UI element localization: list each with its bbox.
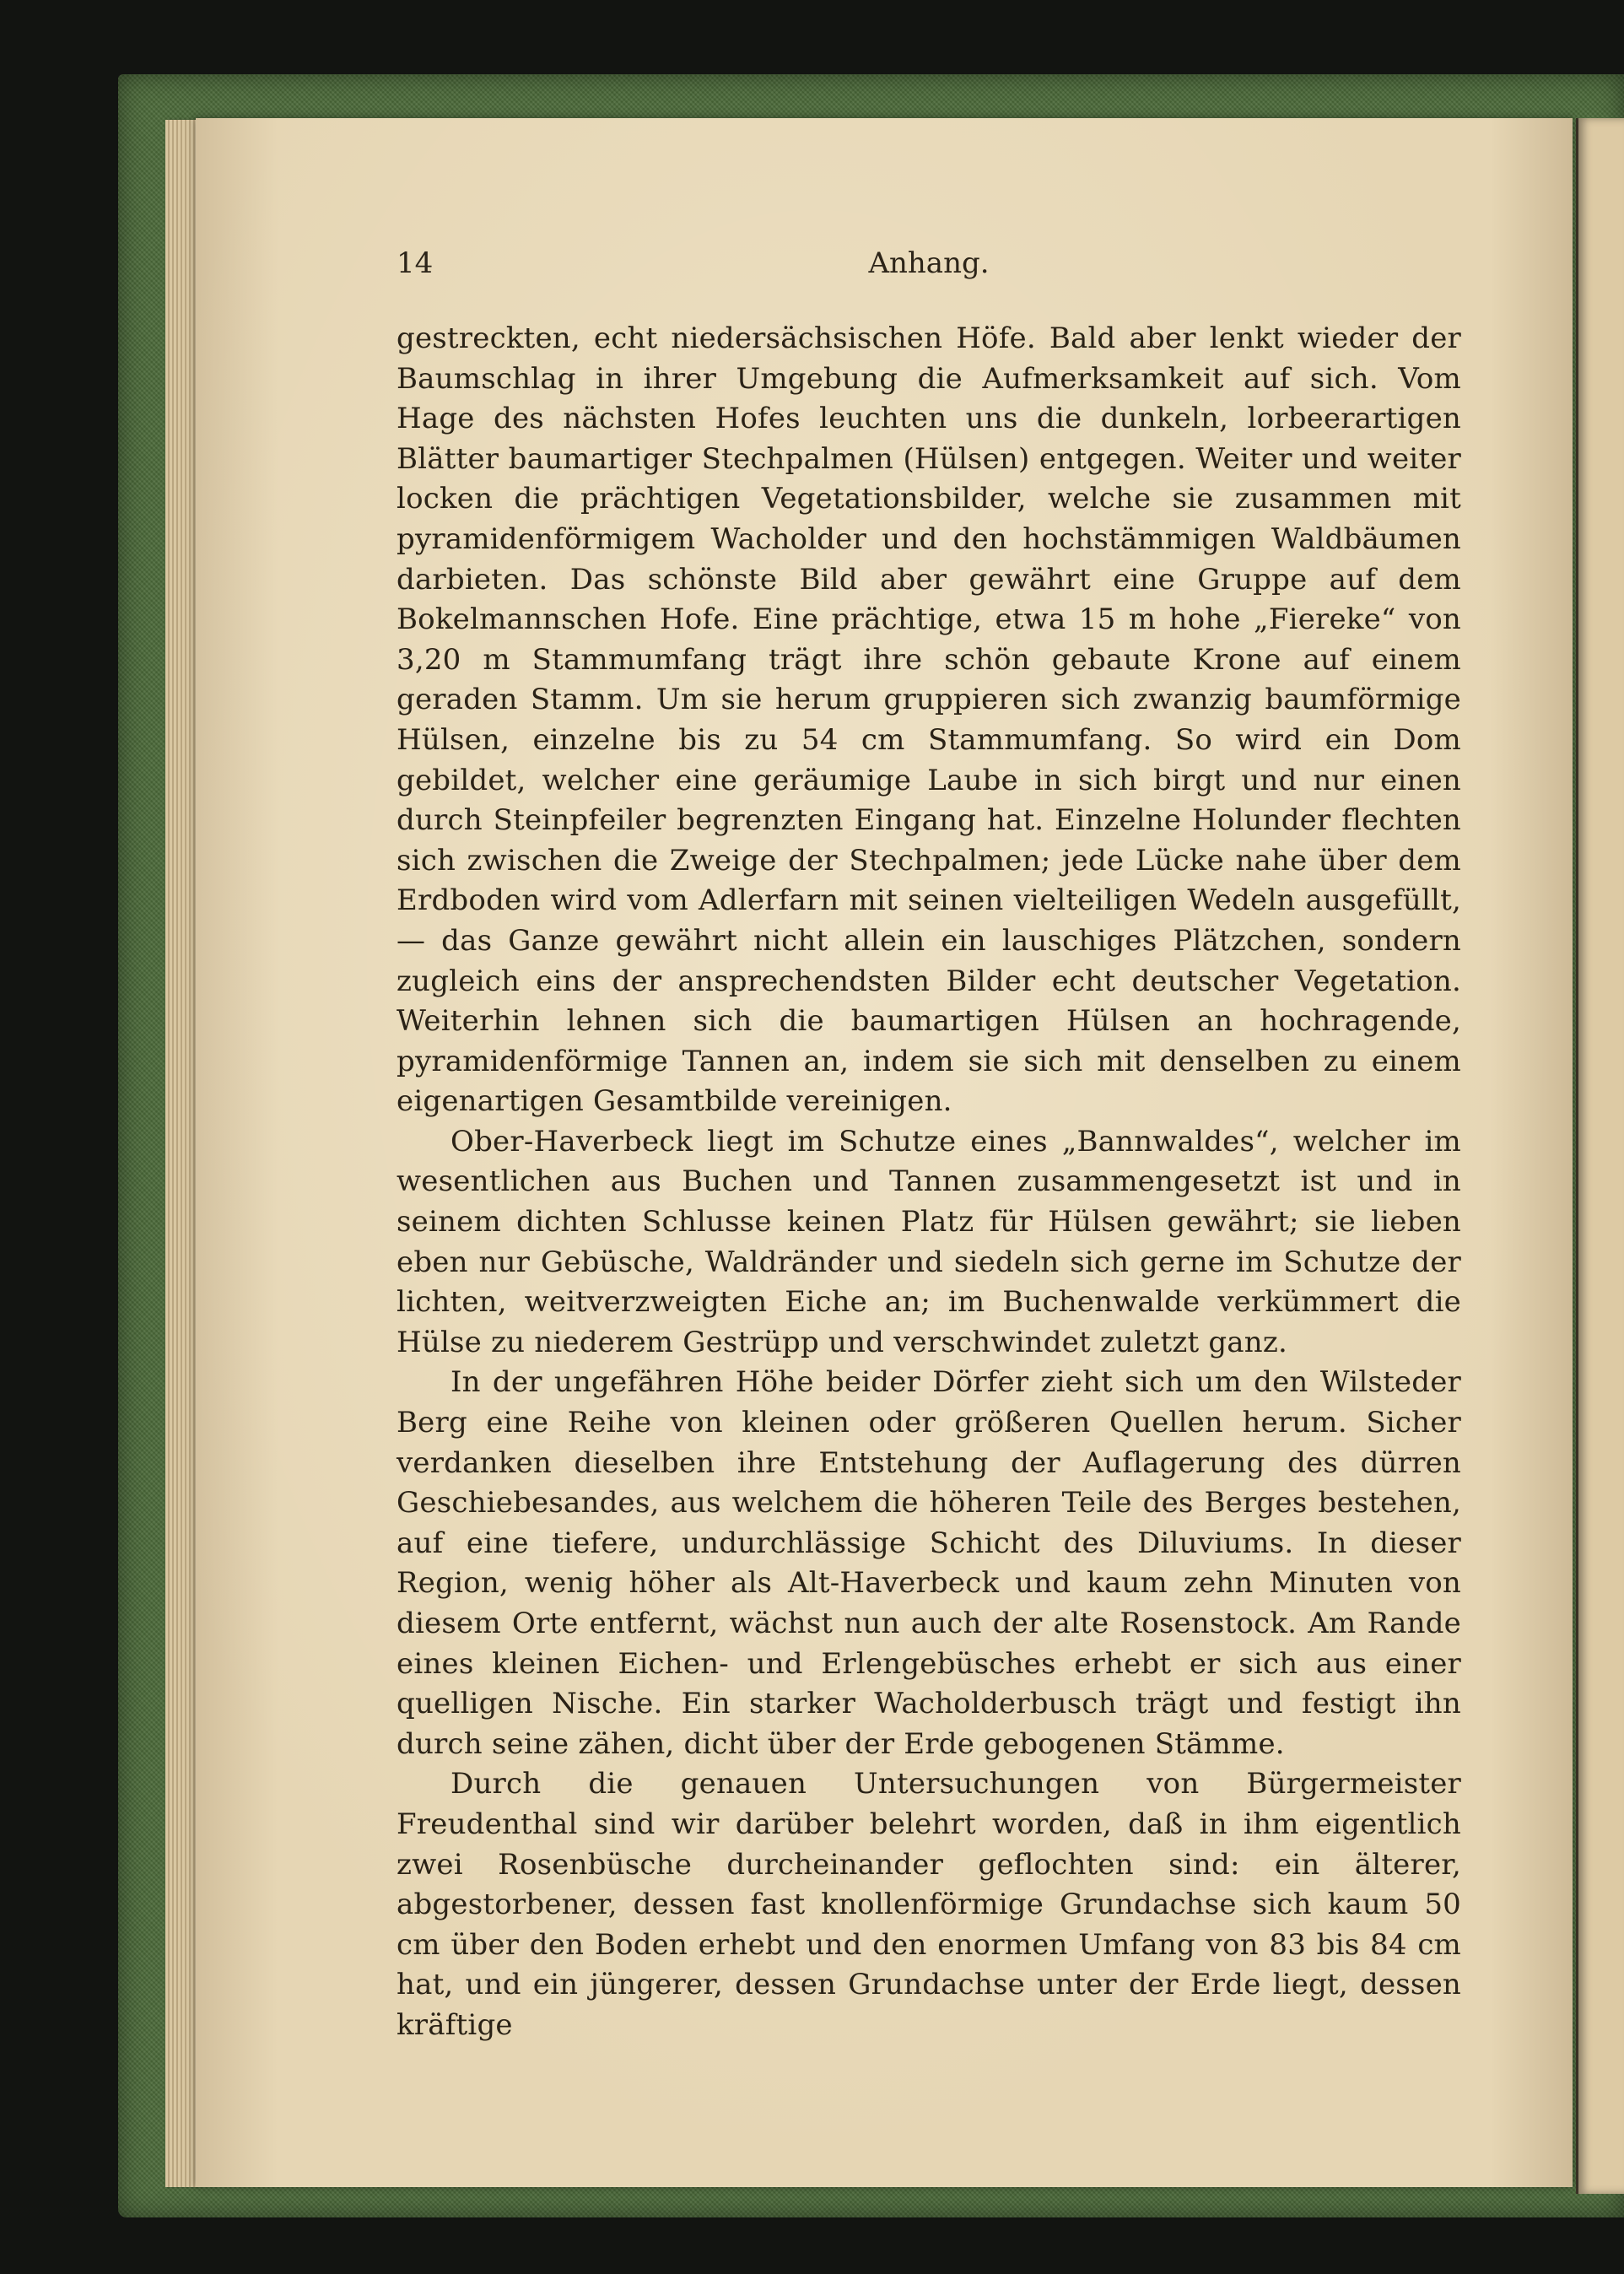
paragraph: Durch die genauen Untersuchungen von Bürgermeister Freudenthal sind wir darüber belehrt worden, daß in ihm eigentlich zwei Rosenbüsche durcheinander geflochten sind: ein älterer, abgestorbener, dessen fast knollenförmige Grundachse sich kaum 50 cm über den Boden erhebt und den enormen Umfang von 83 bis 84 cm hat, und ein jüngerer, dessen Grundachse unter der Erde liegt, dessen kräftige [397,1767,1461,2042]
paragraph: Ober-Haverbeck liegt im Schutze eines „Bannwaldes“, welcher im wesentlichen aus Buchen und Tannen zusammengesetzt ist und in seinem dichten Schlusse keinen Platz für Hülsen gewährt; sie lieben eben nur Gebüsche, Waldränder und siedeln sich gerne im Schutze der lichten, weitverzweigten Eiche an; im Buchenwalde verkümmert die Hülse zu niederem Gestrüpp und verschwindet zuletzt ganz. [397,1124,1461,1359]
paragraph: gestreckten, echt niedersächsischen Höfe. Bald aber lenkt wieder der Baumschlag in ihrer Umgebung die Aufmerksamkeit auf sich. Vom Hage des nächsten Hofes leuchten uns die dunkeln, lorbeerartigen Blätter baumartiger Stechpalmen (Hülsen) entgegen. Weiter und weiter locken die prächtigen Vegetationsbilder, welche sie zusammen mit pyramidenförmigem Wacholder und den hochstämmigen Waldbäumen darbieten. Das schönste Bild aber gewährt eine Gruppe auf dem Bokelmannschen Hofe. Eine prächtige, etwa 15 m hohe „Fiereke“ von 3,20 m Stammumfang trägt ihre schön gebaute Krone auf einem geraden Stamm. Um sie herum gruppieren sich zwanzig baumförmige Hülsen, einzelne bis zu 54 cm Stammumfang. So wird ein Dom gebildet, welcher eine geräumige Laube in sich birgt und nur einen durch Steinpfeiler begrenzten Eingang hat. Einzelne Holunder flechten sich zwischen die Zweige der Stechpalmen; jede Lücke nahe über dem Erdboden wird vom Adlerfarn mit seinen vielteiligen Wedeln ausgefüllt, — das Ganze gewährt nicht allein ein lauschiges Plätzchen, sondern zugleich eins der ansprechendsten Bilder echt deutscher Vegetation. Weiterhin lehnen sich die baumartigen Hülsen an hochragende, pyramidenförmige Tannen an, indem sie sich mit denselben zu einem eigenartigen Gesamtbilde vereinigen. [397,321,1461,1119]
facing-page [1576,118,1624,2194]
section-title: Anhang. [868,246,990,280]
body-text [397,319,1461,2046]
paragraph: In der ungefähren Höhe beider Dörfer zieht sich um den Wilsteder Berg eine Reihe von kleinen oder größeren Quellen herum. Sicher verdanken dieselben ihre Entstehung der Auflagerung des dürren Geschiebesandes, aus welchem die höheren Teile des Berges bestehen, auf eine tiefere, undurchlässige Schicht des Diluviums. In dieser Region, wenig höher als Alt-Haverbeck und kaum zehn Minuten von diesem Orte entfernt, wächst nun auch der alte Rosenstock. Am Rande eines kleinen Eichen- und Erlengebüsches erhebt er sich aus einer quelligen Nische. Ein starker Wacholderbusch trägt und festigt ihn durch seine zähen, dicht über der Erde gebogenen Stämme. [397,1365,1461,1761]
running-head [397,246,1461,289]
page-edges [165,120,199,2187]
page-number: 14 [397,246,434,280]
